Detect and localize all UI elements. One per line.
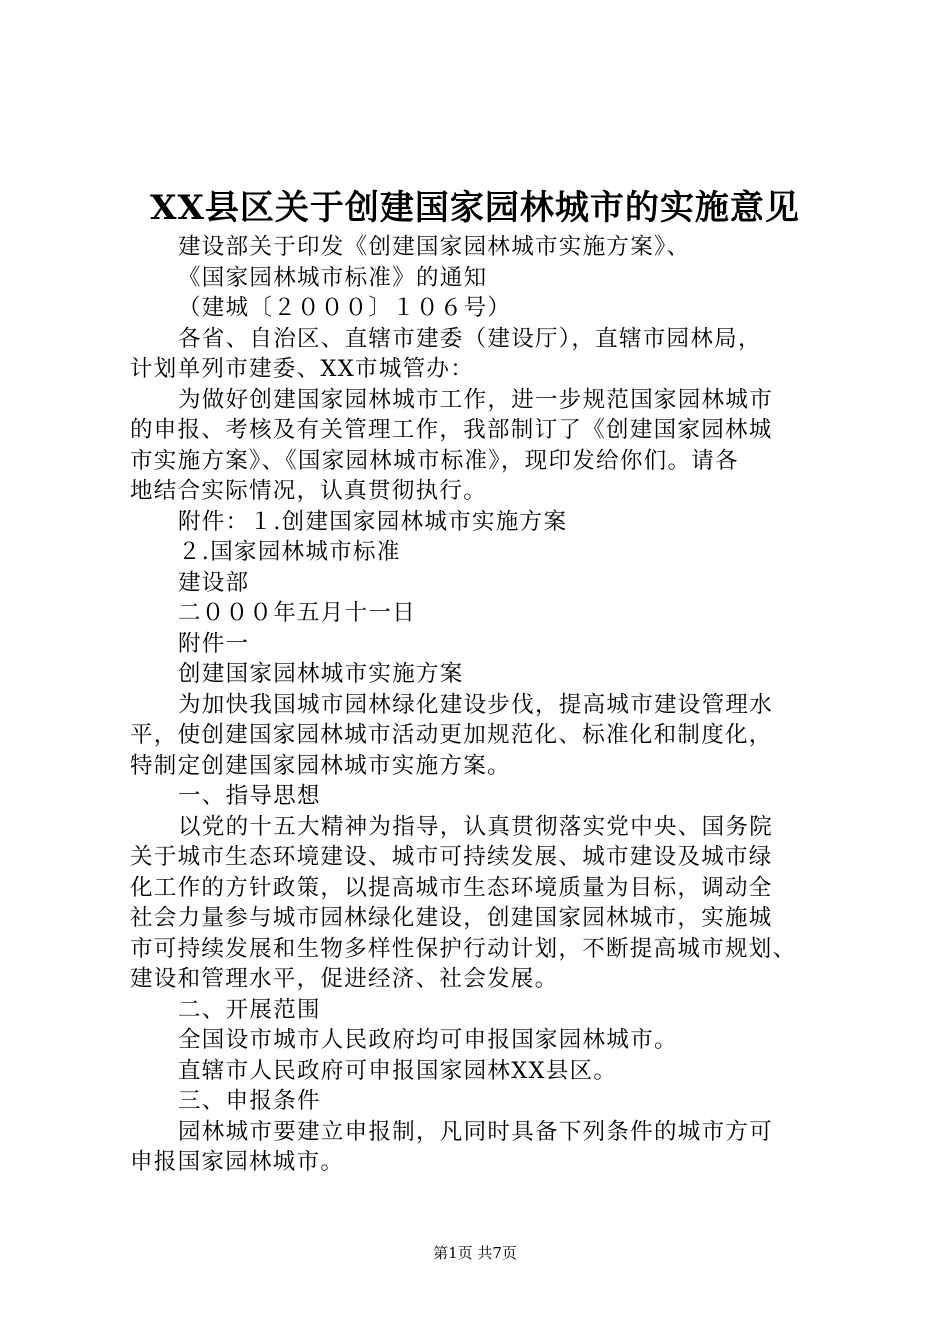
text-line: 建设部关于印发《创建国家园林城市实施方案》、 xyxy=(178,234,691,260)
text-line: 以党的十五大精神为指导，认真贯彻落实党中央、国务院 xyxy=(178,813,774,840)
text-line: 全国设市城市人民政府均可申报国家园林城市。 xyxy=(178,1027,678,1053)
text-line: 一、指导思想 xyxy=(178,783,321,809)
text-line: 附件一 xyxy=(178,630,250,657)
text-line: 社会力量参与城市园林绿化建设，创建国家园林城市，实施城 xyxy=(130,905,773,931)
text-line: 市可持续发展和生物多样性保护行动计划，不断提高城市规划、 xyxy=(130,935,797,962)
text-line: 二０００年五月十一日 xyxy=(178,600,417,626)
text-line: 计划单列市建委、XX市城管办： xyxy=(130,356,475,382)
text-line: 市实施方案》、《国家园林城市标准》，现印发给你们。请各 xyxy=(130,447,739,474)
text-line: 直辖市人民政府可申报国家园林XX县区。 xyxy=(178,1057,618,1084)
text-line: 三、申报条件 xyxy=(178,1088,321,1114)
text-line: 建设和管理水平，促进经济、社会发展。 xyxy=(130,966,559,992)
text-line: 化工作的方针政策，以提高城市生态环境质量为目标，调动全 xyxy=(130,874,773,901)
text-line: 关于城市生态环境建设、城市可持续发展、城市建设及城市绿 xyxy=(130,844,773,870)
text-line: 二、开展范围 xyxy=(178,996,321,1023)
text-line: 《国家园林城市标准》的通知 xyxy=(178,264,488,291)
document-title: XX县区关于创建国家园林城市的实施意见 xyxy=(150,188,800,228)
text-line: 为加快我国城市园林绿化建设步伐，提高城市建设管理水 xyxy=(178,691,774,718)
text-line: 创建国家园林城市实施方案 xyxy=(178,661,464,687)
text-line: 为做好创建国家园林城市工作，进一步规范国家园林城市 xyxy=(178,386,774,413)
text-line: 各省、自治区、直辖市建委（建设厅），直辖市园林局， xyxy=(178,325,762,352)
text-line: 园林城市要建立申报制，凡同时具备下列条件的城市方可 xyxy=(178,1118,774,1145)
text-line: ２.国家园林城市标准 xyxy=(178,539,401,565)
text-line: 申报国家园林城市。 xyxy=(130,1149,345,1175)
text-line: 建设部 xyxy=(178,569,250,596)
text-line: 地结合实际情况，认真贯彻执行。 xyxy=(130,478,488,504)
document-body xyxy=(130,232,840,1178)
text-line: （建城〔２０００〕１０６号） xyxy=(178,295,512,321)
text-line: 的申报、考核及有关管理工作，我部制订了《创建国家园林城 xyxy=(130,417,773,443)
text-line: 附件：１.创建国家园林城市实施方案 xyxy=(178,508,568,535)
text-line: 特制定创建国家园林城市实施方案。 xyxy=(130,752,511,779)
text-line: 平，使创建国家园林城市活动更加规范化、标准化和制度化， xyxy=(130,722,773,748)
page-footer: 第1页 共7页 xyxy=(433,1244,517,1262)
